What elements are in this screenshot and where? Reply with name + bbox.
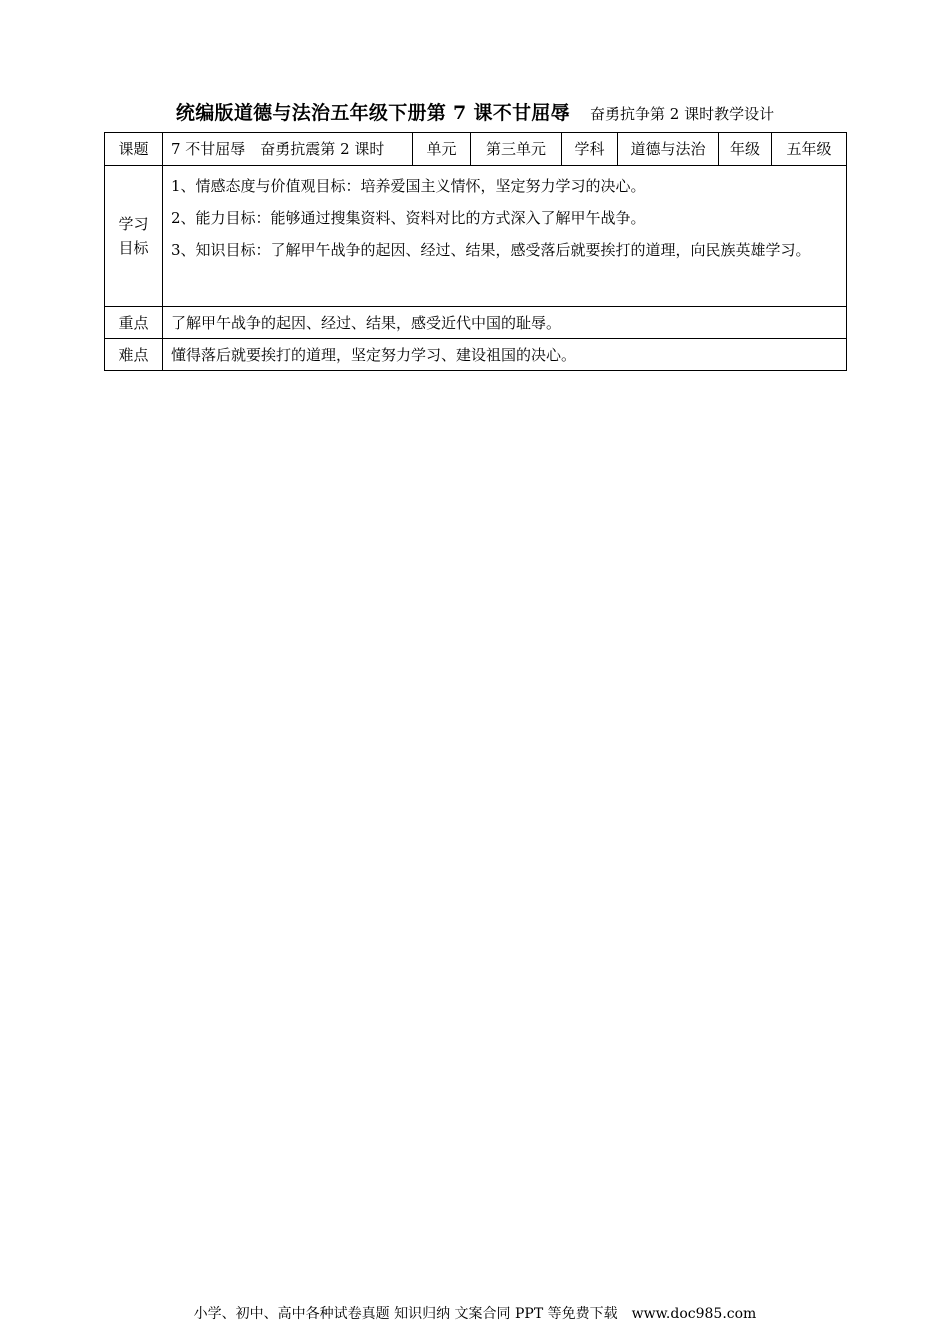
unit-label: 单元 <box>413 133 471 166</box>
goal-item: 1、情感态度与价值观目标：培养爱国主义情怀，坚定努力学习的决心。 <box>171 177 646 195</box>
page-footer: 小学、初中、高中各种试卷真题 知识归纳 文案合同 PPT 等免费下载 www.doc985.com <box>193 1306 757 1322</box>
key-point-label: 重点 <box>105 307 163 339</box>
document-title <box>0 98 950 125</box>
goals-list <box>163 166 847 307</box>
subject-value: 道德与法治 <box>618 133 719 166</box>
table-row-difficulty <box>105 339 847 371</box>
lesson-plan-table <box>104 132 847 371</box>
goals-label-text: 学习目标 <box>118 215 149 257</box>
unit-value: 第三单元 <box>471 133 562 166</box>
key-point-value: 了解甲午战争的起因、经过、结果，感受近代中国的耻辱。 <box>163 307 847 339</box>
table-row-key-point <box>105 307 847 339</box>
difficulty-label: 难点 <box>105 339 163 371</box>
topic-value: 7 不甘屈辱 奋勇抗震第 2 课时 <box>163 133 413 166</box>
difficulty-value: 懂得落后就要挨打的道理，坚定努力学习、建设祖国的决心。 <box>163 339 847 371</box>
title-main: 统编版道德与法治五年级下册第 7 课不甘屈辱 <box>175 102 570 124</box>
table-row-goals <box>105 166 847 307</box>
topic-label: 课题 <box>105 133 163 166</box>
goal-item: 3、知识目标：了解甲午战争的起因、经过、结果，感受落后就要挨打的道理，向民族英雄学习。 <box>171 241 811 259</box>
title-subtitle: 奋勇抗争第 2 课时教学设计 <box>589 105 775 123</box>
subject-label: 学科 <box>562 133 618 166</box>
goals-label <box>105 166 163 307</box>
table-row-header <box>105 133 847 166</box>
grade-label: 年级 <box>719 133 772 166</box>
goal-item: 2、能力目标：能够通过搜集资料、资料对比的方式深入了解甲午战争。 <box>171 209 646 227</box>
grade-value: 五年级 <box>772 133 847 166</box>
